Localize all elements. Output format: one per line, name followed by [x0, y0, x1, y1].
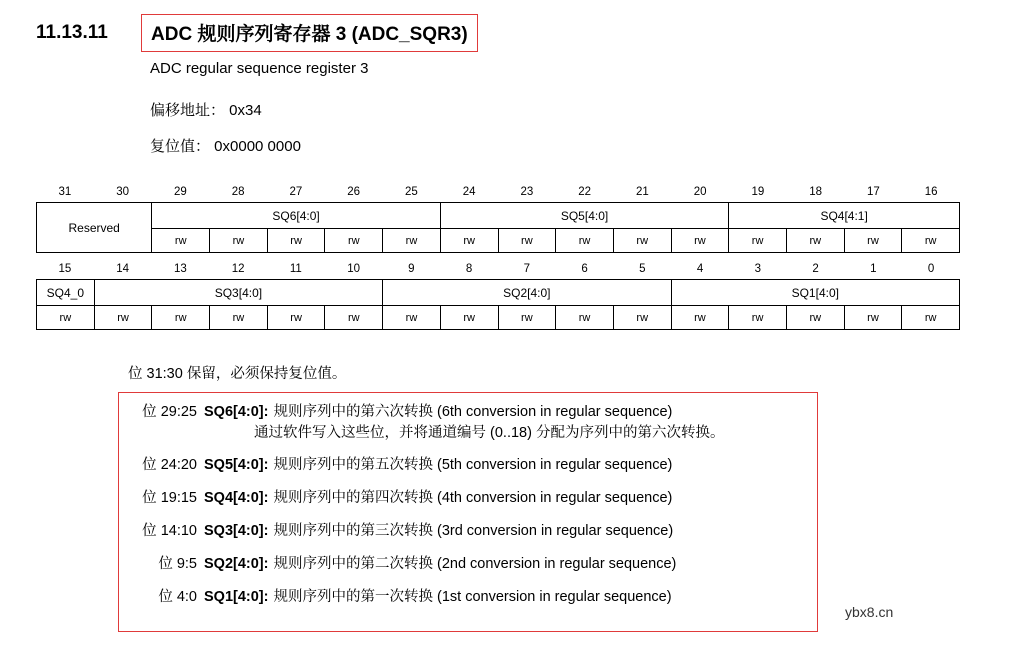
bit-range: 位 9:5 [158, 556, 197, 572]
bit-description-sq4 [119, 489, 817, 507]
field-row [37, 203, 960, 229]
watermark: ybx8.cn [845, 604, 894, 620]
bit-field-name: SQ2[4:0]: [204, 556, 269, 572]
access-cell: rw [902, 229, 960, 253]
bit-field-name: SQ6[4:0]: [204, 404, 269, 420]
bit-number: 25 [404, 186, 418, 198]
bit-field-subtext: 通过软件写入这些位，并将通道编号 (0..18) 分配为序列中的第六次转换。 [254, 425, 725, 441]
access-row [37, 229, 960, 253]
bit-field-name: SQ5[4:0]: [204, 457, 269, 473]
access-cell: rw [844, 229, 902, 253]
access-cell: rw [786, 229, 844, 253]
access-cell: rw [671, 306, 729, 330]
access-cell: rw [613, 229, 671, 253]
access-cell: rw [152, 306, 210, 330]
access-row [37, 306, 960, 330]
access-cell: rw [844, 306, 902, 330]
bit-number: 19 [751, 186, 765, 198]
bit-field-name: SQ1[4:0]: [204, 589, 269, 605]
access-cell: rw [210, 306, 268, 330]
bit-number: 16 [924, 186, 938, 198]
bit-number: 13 [173, 263, 187, 275]
register-table-low [36, 279, 960, 330]
field-sq2: SQ2[4:0] [383, 280, 671, 306]
access-cell: rw [325, 229, 383, 253]
bit-number: 18 [809, 186, 823, 198]
offset-address: 偏移地址： 0x34 [150, 102, 262, 119]
access-cell: rw [786, 306, 844, 330]
register-row-low [36, 263, 960, 330]
bit-number: 4 [696, 263, 704, 275]
bit-number: 7 [523, 263, 531, 275]
access-cell: rw [267, 229, 325, 253]
bit-field-text: 规则序列中的第二次转换 (2nd conversion in regular sequence) [273, 556, 677, 572]
field-sq4-low: SQ4_0 [37, 280, 95, 306]
field-sq6: SQ6[4:0] [152, 203, 440, 229]
bit-field-name: SQ3[4:0]: [204, 523, 269, 539]
bit-description-sq6 [119, 403, 817, 442]
bit-range: 位 4:0 [158, 589, 197, 605]
bit-description-sq5 [119, 456, 817, 474]
register-header [0, 14, 1025, 48]
access-cell: rw [613, 306, 671, 330]
bit-field-text: 规则序列中的第一次转换 (1st conversion in regular sequence) [273, 589, 672, 605]
bit-number: 27 [289, 186, 303, 198]
bit-number: 15 [58, 263, 72, 275]
field-sq4-high: SQ4[4:1] [729, 203, 960, 229]
bit-number: 12 [231, 263, 245, 275]
field-sq3: SQ3[4:0] [94, 280, 382, 306]
bit-number: 28 [231, 186, 245, 198]
register-table-high [36, 202, 960, 253]
bit-numbers-low [36, 263, 960, 279]
bit-number: 6 [581, 263, 588, 275]
bit-number: 26 [347, 186, 361, 198]
bit-number: 14 [116, 263, 130, 275]
access-cell: rw [556, 229, 614, 253]
bit-number: 9 [408, 263, 415, 275]
access-cell: rw [210, 229, 268, 253]
bit-range: 位 19:15 [142, 490, 197, 506]
access-cell: rw [498, 306, 556, 330]
access-cell: rw [152, 229, 210, 253]
access-cell: rw [325, 306, 383, 330]
bit-number: 20 [693, 186, 707, 198]
reserved-description: 位 31:30 保留，必须保持复位值。 [128, 366, 347, 382]
access-cell: rw [902, 306, 960, 330]
bit-field-text: 规则序列中的第四次转换 (4th conversion in regular sequence) [273, 490, 673, 506]
bit-field-text: 规则序列中的第六次转换 (6th conversion in regular sequence) [273, 404, 673, 420]
access-cell: rw [498, 229, 556, 253]
bit-number: 1 [870, 263, 877, 275]
bit-number: 5 [639, 263, 646, 275]
access-cell: rw [37, 306, 95, 330]
bit-number: 8 [465, 263, 473, 275]
access-cell: rw [383, 306, 441, 330]
access-cell: rw [383, 229, 441, 253]
bit-number: 2 [812, 263, 819, 275]
bit-description-sq3 [119, 522, 817, 540]
reset-value: 复位值： 0x0000 0000 [150, 138, 301, 155]
bit-field-name: SQ4[4:0]: [204, 490, 269, 506]
access-cell: rw [729, 229, 787, 253]
register-row-high [36, 186, 960, 253]
bit-description-sq1 [119, 588, 817, 606]
bit-number: 30 [116, 186, 130, 198]
bit-range: 位 24:20 [142, 457, 197, 473]
access-cell: rw [729, 306, 787, 330]
access-cell: rw [267, 306, 325, 330]
bit-number: 0 [927, 263, 935, 275]
bit-number: 31 [58, 186, 72, 198]
page-title: ADC 规则序列寄存器 3 (ADC_SQR3) [141, 14, 478, 52]
bit-range: 位 14:10 [142, 523, 197, 539]
access-cell: rw [94, 306, 152, 330]
bit-number: 11 [289, 263, 302, 275]
access-cell: rw [556, 306, 614, 330]
bit-number: 21 [635, 186, 649, 198]
section-number: 11.13.11 [36, 22, 108, 43]
bit-field-text: 规则序列中的第三次转换 (3rd conversion in regular sequence) [273, 523, 674, 539]
field-row [37, 280, 960, 306]
bit-number: 24 [462, 186, 476, 198]
bit-number: 17 [866, 186, 880, 198]
bit-number: 3 [754, 263, 762, 275]
bit-number: 10 [347, 263, 361, 275]
bit-field-text: 规则序列中的第五次转换 (5th conversion in regular sequence) [273, 457, 673, 473]
bit-descriptions-box [118, 392, 818, 632]
access-cell: rw [440, 229, 498, 253]
bit-range: 位 29:25 [142, 404, 197, 420]
bit-description-sq2 [119, 555, 817, 573]
bit-number: 22 [578, 186, 592, 198]
field-sq1: SQ1[4:0] [671, 280, 959, 306]
register-subtitle: ADC regular sequence register 3 [150, 60, 369, 77]
field-reserved: Reserved [37, 203, 152, 253]
bit-numbers-high [36, 186, 960, 202]
bit-number: 23 [520, 186, 534, 198]
field-sq5: SQ5[4:0] [440, 203, 728, 229]
bit-number: 29 [173, 186, 187, 198]
access-cell: rw [440, 306, 498, 330]
access-cell: rw [671, 229, 729, 253]
